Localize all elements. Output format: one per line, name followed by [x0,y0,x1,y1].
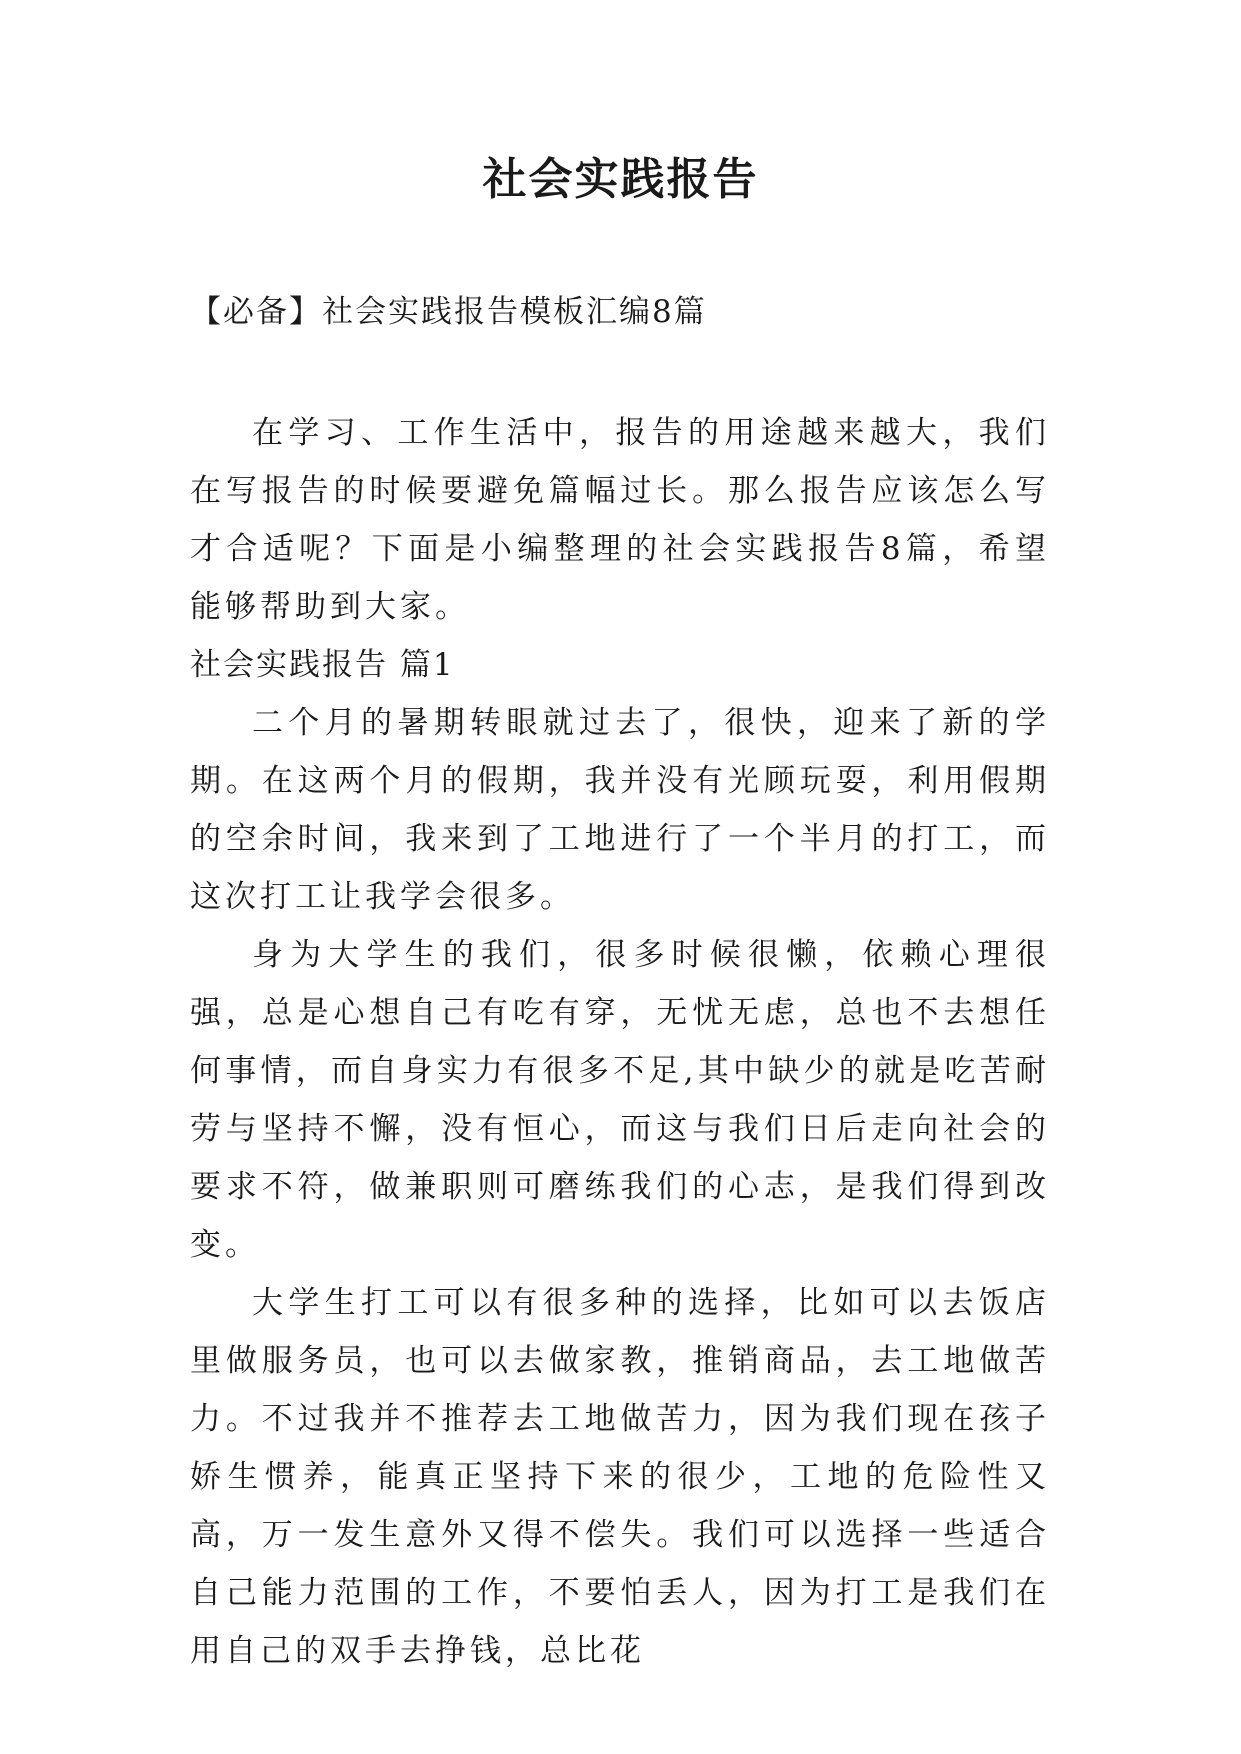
body-paragraph: 身为大学生的我们，很多时候很懒，依赖心理很强，总是心想自己有吃有穿，无忧无虑，总也不去想任何事情，而自身实力有很多不足,其中缺少的就是吃苦耐劳与坚持不懈，没有恒心，而这与我们日后走向社会的要求不符，做兼职则可磨练我们的心志，是我们得到改变。 [190,937,1050,1263]
document-title: 社会实践报告 [482,154,759,205]
section-heading: 社会实践报告 篇1 [190,647,455,683]
body-paragraph: 二个月的暑期转眼就过去了，很快，迎来了新的学期。在这两个月的假期，我并没有光顾玩耍，利用假期的空余时间，我来到了工地进行了一个半月的打工，而这次打工让我学会很多。 [190,705,1050,915]
document-subtitle: 【必备】社会实践报告模板汇编8篇 [190,294,707,330]
body-paragraph: 大学生打工可以有很多种的选择，比如可以去饭店里做服务员，也可以去做家教，推销商品，去工地做苦力。不过我并不推荐去工地做苦力，因为我们现在孩子娇生惯养，能真正坚持下来的很少，工地的危险性又高，万一发生意外又得不偿失。我们可以选择一些适合自己能力范围的工作，不要怕丢人，因为打工是我们在用自己的双手去挣钱，总比花 [190,1285,1050,1669]
document-body [190,404,1050,1680]
intro-paragraph: 在学习、工作生活中，报告的用途越来越大，我们在写报告的时候要避免篇幅过长。那么报告应该怎么写才合适呢？下面是小编整理的社会实践报告8篇，希望能够帮助到大家。 [190,415,1050,625]
